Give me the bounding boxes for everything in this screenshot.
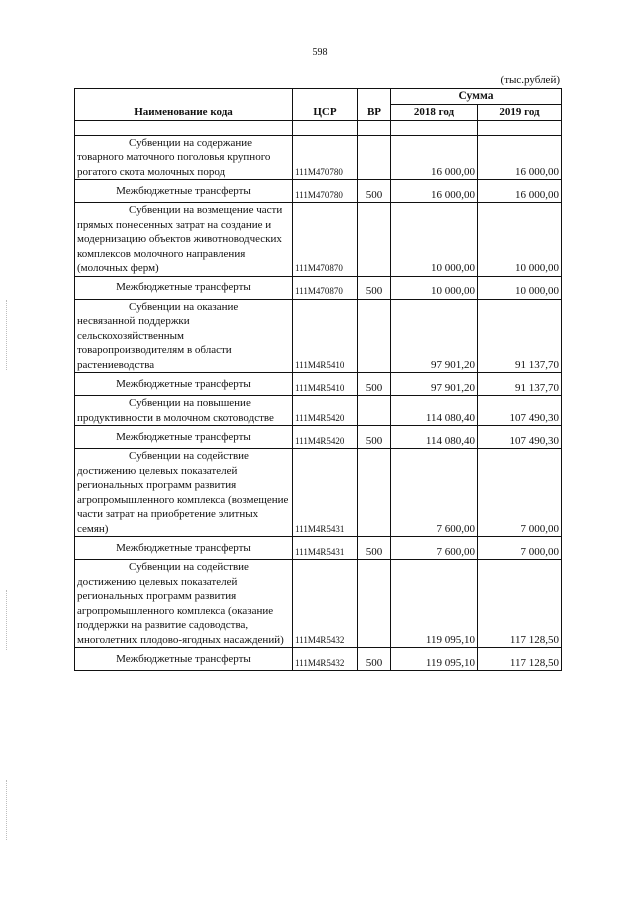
header-name: Наименование кода (75, 89, 293, 121)
header-year-2019: 2019 год (478, 104, 562, 120)
row-amount-2018: 114 080,40 (391, 396, 478, 426)
row-vr: 500 (358, 276, 391, 299)
row-amount-2018: 10 000,00 (391, 276, 478, 299)
row-csr: 111М4R5432 (293, 648, 358, 671)
table-row (75, 276, 562, 299)
row-vr: 500 (358, 537, 391, 560)
header-vr: ВР (358, 89, 391, 121)
row-name: Межбюджетные трансферты (75, 426, 293, 449)
row-csr: 111М4R5410 (293, 373, 358, 396)
row-amount-2019: 91 137,70 (478, 373, 562, 396)
row-amount-2019: 16 000,00 (478, 180, 562, 203)
row-amount-2018: 97 901,20 (391, 373, 478, 396)
table-row (75, 560, 562, 648)
row-csr: 111М4R5431 (293, 537, 358, 560)
row-vr: 500 (358, 648, 391, 671)
unit-note: (тыс.рублей) (500, 74, 560, 86)
row-name: Субвенции на повышение продуктивности в молочном скотоводстве (75, 396, 293, 426)
table-row (75, 537, 562, 560)
spacer-row (75, 120, 562, 135)
row-name: Межбюджетные трансферты (75, 373, 293, 396)
header-sum: Сумма (391, 89, 562, 105)
row-name: Субвенции на оказание несвязанной поддержки сельскохозяйственным товаропроизводителям в области растениеводства (75, 299, 293, 373)
row-amount-2018: 119 095,10 (391, 648, 478, 671)
row-vr: 500 (358, 426, 391, 449)
row-name: Субвенции на содействие достижению целевых показателей региональных программ развития агропромышленного комплекса (оказание поддержки на развитие садоводства, многолетних плодово-ягодных насаждений) (75, 560, 293, 648)
table-row (75, 180, 562, 203)
row-amount-2019: 16 000,00 (478, 135, 562, 180)
row-csr: 111М470870 (293, 276, 358, 299)
row-vr: 500 (358, 373, 391, 396)
row-amount-2019: 91 137,70 (478, 299, 562, 373)
row-amount-2019: 117 128,50 (478, 648, 562, 671)
row-name: Межбюджетные трансферты (75, 180, 293, 203)
row-amount-2019: 7 000,00 (478, 537, 562, 560)
row-vr (358, 203, 391, 277)
row-amount-2018: 16 000,00 (391, 135, 478, 180)
row-csr: 111М4R5420 (293, 426, 358, 449)
row-amount-2018: 7 600,00 (391, 449, 478, 537)
row-vr (358, 560, 391, 648)
row-vr (358, 449, 391, 537)
table-row (75, 449, 562, 537)
row-amount-2018: 119 095,10 (391, 560, 478, 648)
row-name: Межбюджетные трансферты (75, 276, 293, 299)
header-year-2018: 2018 год (391, 104, 478, 120)
row-amount-2019: 117 128,50 (478, 560, 562, 648)
table-row (75, 396, 562, 426)
row-amount-2018: 10 000,00 (391, 203, 478, 277)
row-vr (358, 299, 391, 373)
row-amount-2019: 10 000,00 (478, 276, 562, 299)
row-csr: 111М470780 (293, 180, 358, 203)
row-amount-2018: 16 000,00 (391, 180, 478, 203)
page-number: 598 (312, 47, 328, 58)
margin-scan-mark (6, 590, 8, 650)
row-amount-2019: 7 000,00 (478, 449, 562, 537)
row-amount-2018: 114 080,40 (391, 426, 478, 449)
row-name: Межбюджетные трансферты (75, 537, 293, 560)
table-row (75, 373, 562, 396)
row-csr: 111М470780 (293, 135, 358, 180)
row-amount-2019: 107 490,30 (478, 426, 562, 449)
row-name: Субвенции на содержание товарного маточного поголовья крупного рогатого скота молочных пород (75, 135, 293, 180)
row-amount-2019: 107 490,30 (478, 396, 562, 426)
table-row (75, 426, 562, 449)
row-csr: 111М4R5431 (293, 449, 358, 537)
row-amount-2018: 97 901,20 (391, 299, 478, 373)
row-name: Субвенции на содействие достижению целевых показателей региональных программ развития агропромышленного комплекса (возмещение части затрат на приобретение элитных семян) (75, 449, 293, 537)
row-name: Межбюджетные трансферты (75, 648, 293, 671)
row-csr: 111М4R5432 (293, 560, 358, 648)
row-csr: 111М470870 (293, 203, 358, 277)
row-csr: 111М4R5420 (293, 396, 358, 426)
row-vr (358, 396, 391, 426)
margin-scan-mark (6, 780, 8, 840)
row-vr: 500 (358, 180, 391, 203)
table-row (75, 299, 562, 373)
table-row (75, 203, 562, 277)
row-csr: 111М4R5410 (293, 299, 358, 373)
budget-table (74, 88, 562, 671)
row-amount-2019: 10 000,00 (478, 203, 562, 277)
row-amount-2018: 7 600,00 (391, 537, 478, 560)
row-name: Субвенции на возмещение части прямых понесенных затрат на создание и модернизацию объектов животноводческих комплексов молочного направления (молочных ферм) (75, 203, 293, 277)
margin-scan-mark (6, 300, 8, 370)
table-row (75, 648, 562, 671)
table-row (75, 135, 562, 180)
row-vr (358, 135, 391, 180)
header-csr: ЦСР (293, 89, 358, 121)
